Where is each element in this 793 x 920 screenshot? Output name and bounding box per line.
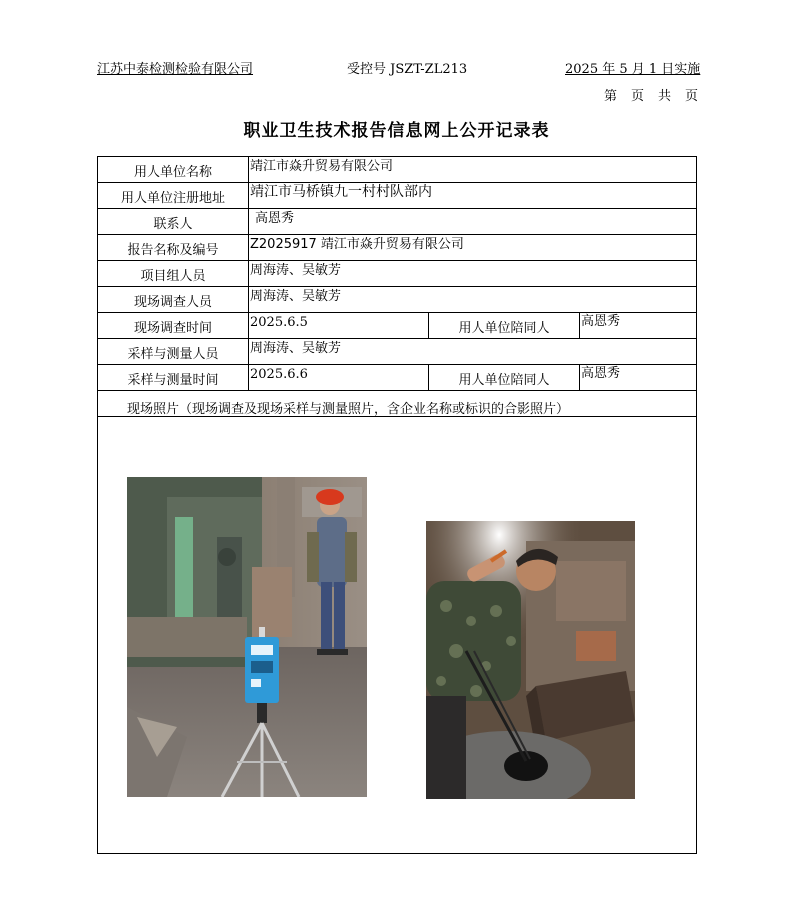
employer-name-label: 用人单位名称 (98, 157, 249, 182)
survey-companion-value: 高恩秀 (581, 314, 621, 329)
page-word: 第 (604, 89, 619, 104)
row-sampling-time (98, 365, 696, 391)
sampling-time-label: 采样与测量时间 (98, 365, 249, 390)
employer-name-value: 靖江市焱升贸易有限公司 (250, 159, 394, 174)
record-form (97, 156, 697, 854)
row-project-team (98, 261, 696, 287)
sampling-time-value: 2025.6.6 (250, 367, 308, 382)
survey-companion-label: 用人单位陪同人 (428, 313, 580, 338)
survey-time-label: 现场调查时间 (98, 313, 249, 338)
report-value: Z2025917 靖江市焱升贸易有限公司 (250, 237, 464, 252)
project-team-label: 项目组人员 (98, 261, 249, 286)
row-sampling-staff (98, 339, 696, 365)
header-company: 江苏中泰检测检验有限公司 (97, 62, 254, 77)
page-word: 共 (658, 89, 673, 104)
page-title: 职业卫生技术报告信息网上公开记录表 (243, 121, 550, 141)
row-photos-heading (98, 391, 696, 417)
sampling-companion-value: 高恩秀 (581, 366, 621, 381)
registered-address-value: 靖江市马桥镇九一村村队部内 (250, 184, 432, 200)
contact-label: 联系人 (98, 209, 249, 234)
header-control-number: 受控号 JSZT-ZL213 (347, 62, 468, 77)
photos-heading: 现场照片（现场调查及现场采样与测量照片，含企业名称或标识的合影照片） (127, 402, 570, 417)
survey-time-value: 2025.6.5 (250, 315, 308, 330)
row-survey-staff (98, 287, 696, 313)
registered-address-label: 用人单位注册地址 (98, 183, 249, 208)
sampling-staff-value: 周海涛、吴敏芳 (250, 341, 342, 356)
photo-furnace-worker (426, 521, 635, 799)
page-word: 页 (631, 89, 646, 104)
row-contact (98, 209, 696, 235)
row-employer-name (98, 157, 696, 183)
row-report (98, 235, 696, 261)
row-registered-address (98, 183, 696, 209)
row-survey-time (98, 313, 696, 339)
sampling-companion-label: 用人单位陪同人 (428, 365, 580, 390)
sampling-staff-label: 采样与测量人员 (98, 339, 249, 364)
header-effective-date: 2025 年 5 月 1 日实施 (565, 62, 701, 77)
survey-staff-value: 周海涛、吴敏芳 (250, 289, 342, 304)
photo-sampling-instrument (127, 477, 367, 797)
survey-staff-label: 现场调查人员 (98, 287, 249, 312)
project-team-value: 周海涛、吴敏芳 (250, 263, 342, 278)
header-page-number (604, 85, 699, 104)
report-label: 报告名称及编号 (98, 235, 249, 260)
page-word: 页 (685, 89, 700, 104)
contact-value: 高恩秀 (255, 211, 295, 226)
